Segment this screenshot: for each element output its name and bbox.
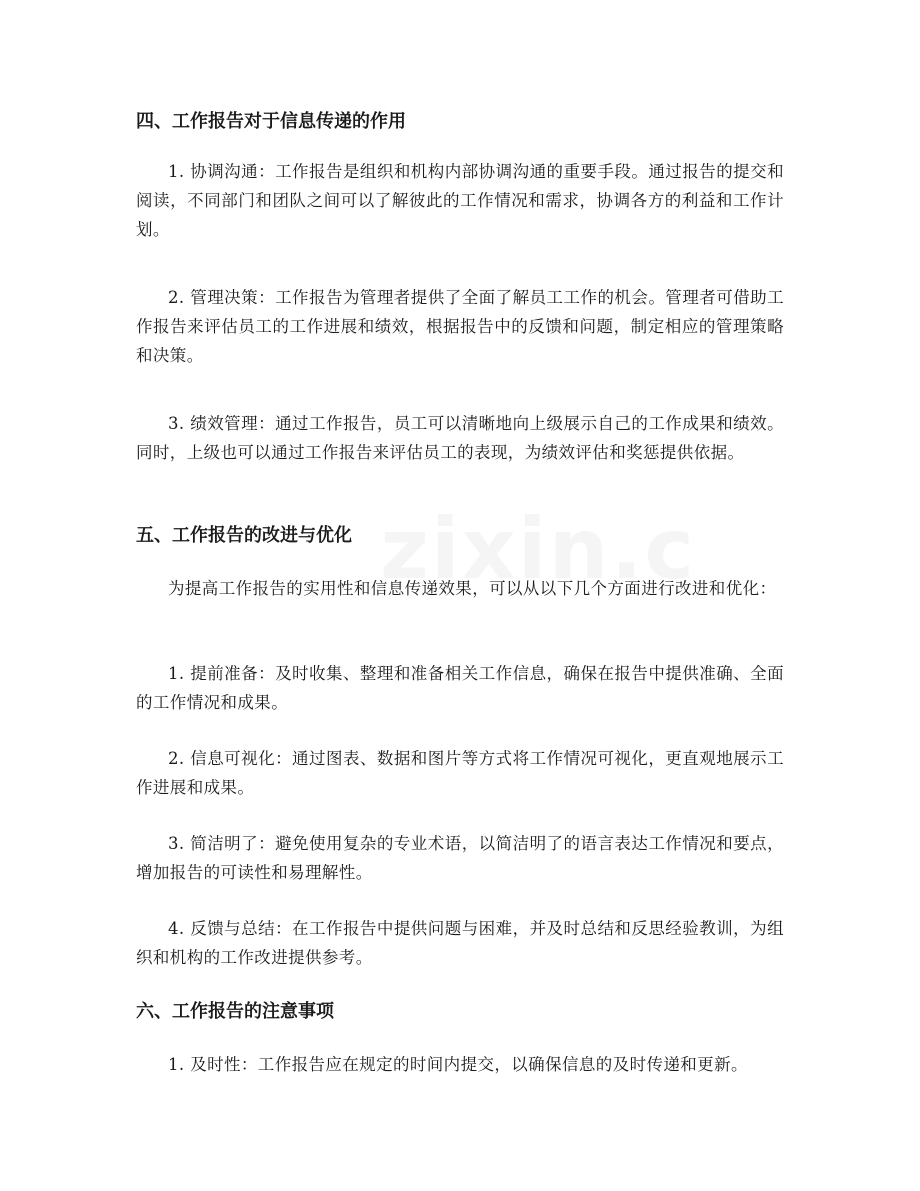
paragraph-performance-management: 3. 绩效管理：通过工作报告，员工可以清晰地向上级展示自己的工作成果和绩效。同时，上级也可以通过工作报告来评估员工的表现，为绩效评估和奖惩提供依据。 [136, 414, 784, 462]
paragraph-feedback-summary: 4. 反馈与总结：在工作报告中提供问题与困难，并及时总结和反思经验教训，为组织和机构的工作改进提供参考。 [136, 919, 784, 967]
paragraph-timeliness: 1. 及时性：工作报告应在规定的时间内提交，以确保信息的及时传递和更新。 [168, 1055, 748, 1074]
paragraph-visualization: 2. 信息可视化：通过图表、数据和图片等方式将工作情况可视化，更直观地展示工作进展和成果。 [136, 749, 784, 797]
section-heading-5: 五、工作报告的改进与优化 [136, 525, 352, 546]
section-heading-4: 四、工作报告对于信息传递的作用 [136, 111, 406, 132]
paragraph-coordination: 1. 协调沟通：工作报告是组织和机构内部协调沟通的重要手段。通过报告的提交和阅读，不同部门和团队之间可以了解彼此的工作情况和需求，协调各方的利益和工作计划。 [136, 162, 784, 239]
section-heading-6: 六、工作报告的注意事项 [136, 1001, 334, 1022]
paragraph-concise: 3. 简洁明了：避免使用复杂的专业术语，以简洁明了的语言表达工作情况和要点，增加报告的可读性和易理解性。 [136, 834, 784, 882]
paragraph-improvement-intro: 为提高工作报告的实用性和信息传递效果，可以从以下几个方面进行改进和优化： [168, 579, 777, 598]
paragraph-advance-preparation: 1. 提前准备：及时收集、整理和准备相关工作信息，确保在报告中提供准确、全面的工作情况和成果。 [136, 664, 784, 712]
paragraph-management-decision: 2. 管理决策：工作报告为管理者提供了全面了解员工工作的机会。管理者可借助工作报告来评估员工的工作进展和绩效，根据报告中的反馈和问题，制定相应的管理策略和决策。 [136, 288, 784, 365]
